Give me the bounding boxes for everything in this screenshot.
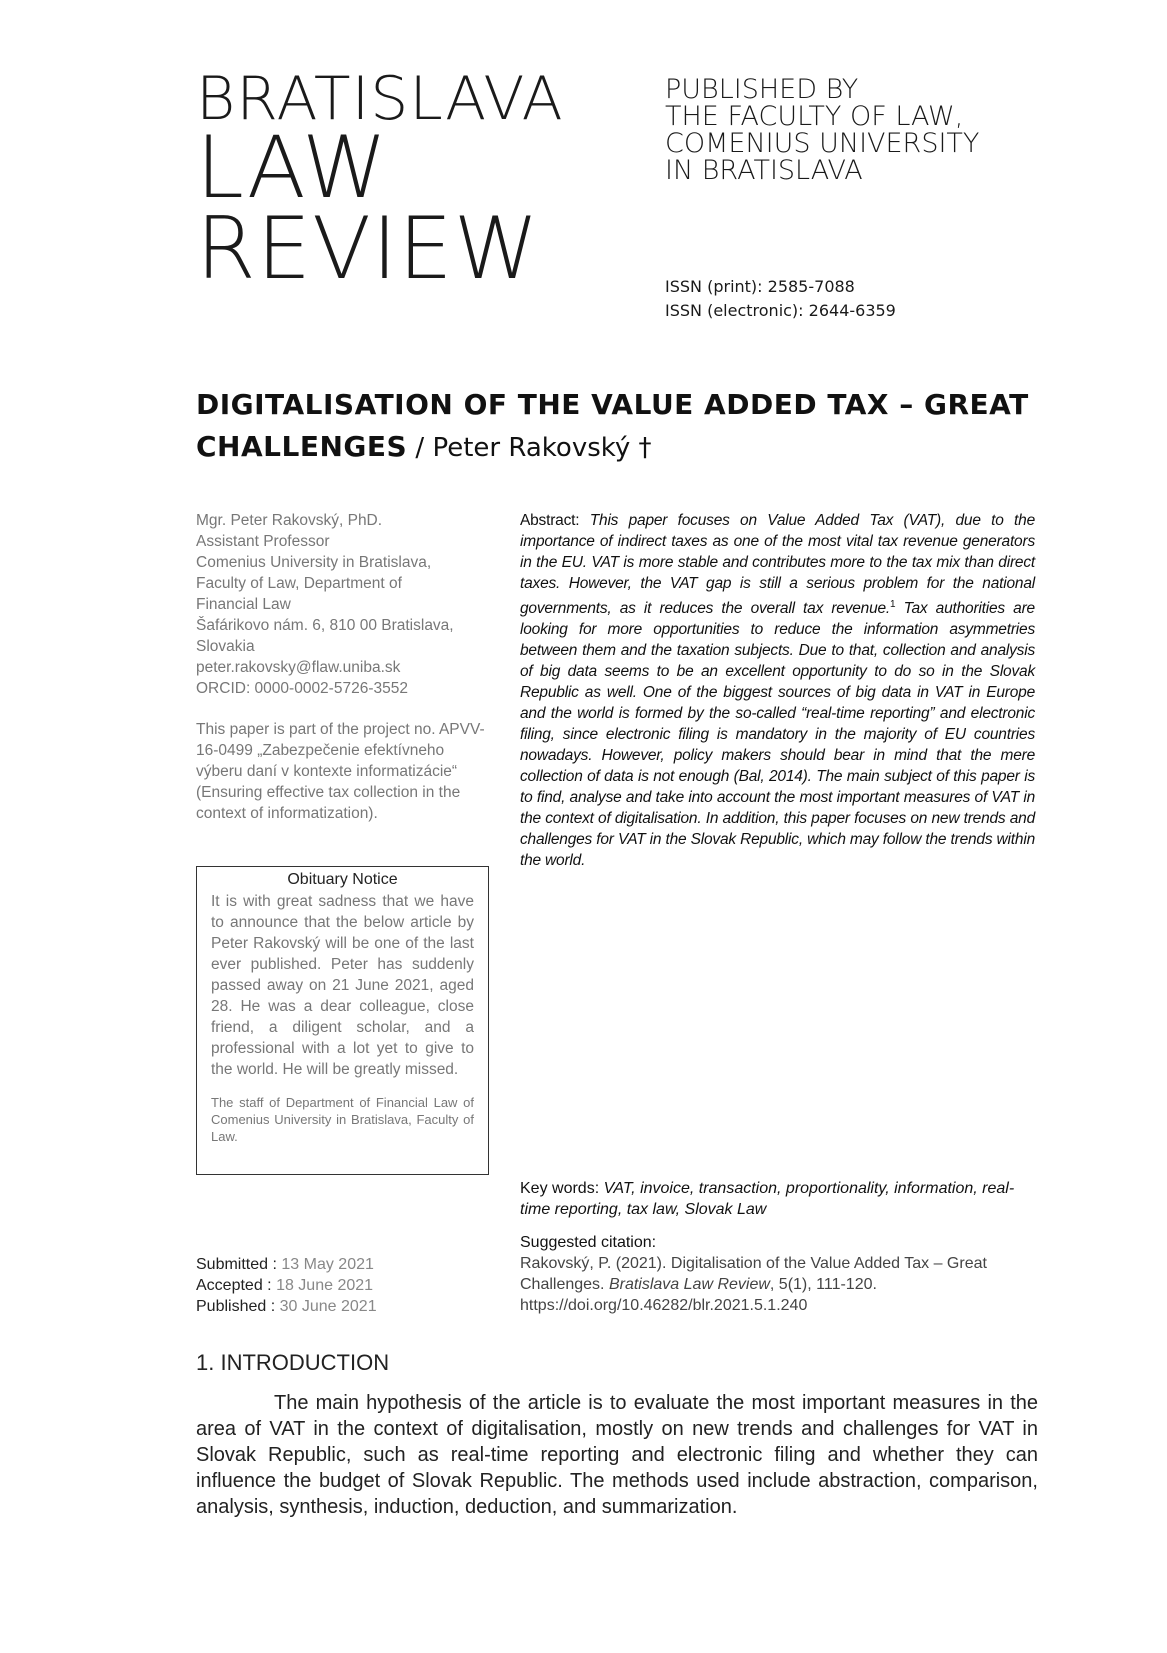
journal-title-line2: LAW — [196, 118, 389, 218]
submitted-row — [196, 1254, 377, 1275]
keywords — [520, 1178, 1035, 1220]
abstract — [520, 510, 1035, 871]
publisher-line: PUBLISHED BY — [665, 74, 859, 105]
published-label: Published : — [196, 1298, 276, 1315]
author-email[interactable]: peter.rakovsky@flaw.uniba.sk — [196, 659, 401, 676]
article-author: / Peter Rakovský † — [407, 433, 652, 463]
issn-electronic: ISSN (electronic): 2644-6359 — [665, 301, 896, 320]
abstract-text-1: This paper focuses on Value Added Tax (VAT), due to the importance of indirect taxes as one of the most vital tax revenue generators in the EU. VAT is more stable and contributes more to the tax mix than direct taxes. However, the VAT gap is still a serious problem for the national governments, as it reduces the overall tax revenue. — [520, 512, 1035, 618]
journal-title — [196, 64, 564, 300]
published-date: 30 June 2021 — [279, 1298, 377, 1315]
publisher-line: COMENIUS UNIVERSITY — [665, 128, 980, 159]
obituary-body: It is with great sadness that we have to announce that the below article by Peter Rakovský will be one of the last ever published. Peter has suddenly passed away on 21 June 2021, aged 28. He was a dear colleague, close friend, a diligent scholar, and a professional with a lot yet to give to the world. He will be greatly missed. — [211, 893, 474, 1078]
citation-body — [520, 1253, 1040, 1316]
author-info-line: Faculty of Law, Department of — [196, 575, 402, 592]
accepted-row — [196, 1275, 377, 1296]
author-orcid: ORCID: 0000-0002-5726-3552 — [196, 680, 408, 697]
journal-title-line3: REVIEW — [196, 199, 540, 300]
introduction-heading: 1. INTRODUCTION — [196, 1350, 390, 1375]
suggested-citation — [520, 1232, 1040, 1316]
citation-journal: Bratislava Law Review — [608, 1276, 770, 1293]
submitted-date: 13 May 2021 — [281, 1256, 374, 1273]
author-info-line: Mgr. Peter Rakovský, PhD. — [196, 512, 383, 529]
keywords-label: Key words: — [520, 1180, 604, 1197]
footnote-ref[interactable]: 1 — [890, 599, 896, 610]
obituary-signature: The staff of Department of Financial Law of Comenius University in Bratislava, Faculty of Law. — [211, 1095, 474, 1144]
issn-block — [665, 275, 896, 323]
accepted-label: Accepted : — [196, 1277, 272, 1294]
citation-part1: Rakovský, P. (2021). Digitalisation of the Value Added Tax – Great Challenges. — [520, 1255, 987, 1293]
journal-title-line1: BRATISLAVA — [196, 64, 564, 134]
author-info-line: Slovakia — [196, 638, 255, 655]
publisher-block — [665, 76, 979, 184]
abstract-text-2: Tax authorities are looking for more opportunities to reduce the information asymmetries between them and the taxation subjects. Due to that, collection and analysis of big data seems to be an excellent opportunity to do so in the Slovak Republic as well. One of the biggest sources of big data in VAT in Europe and the world is formed by the so-called “real-time reporting” and electronic filing, since electronic filing is mandatory in the majority of EU countries nowadays. However, policy makers should bear in mind that the mere collection of data is not enough (Bal, 2014). The main subject of this paper is to find, analyse and take into account the most important measures of VAT in the context of digitalisation. In addition, this paper focuses on new trends and challenges for VAT in the Slovak Republic, which may follow the trends within the world. — [520, 600, 1035, 870]
project-note: This paper is part of the project no. APVV-16-0499 „Zabezpečenie efektívneho výberu daní v kontexte informatizácie“ (Ensuring effective tax collection in the context of informatization). — [196, 721, 485, 822]
author-info-line: Assistant Professor — [196, 533, 330, 550]
author-info-line: Šafárikovo nám. 6, 810 00 Bratislava, — [196, 617, 454, 634]
article-title-line1: DIGITALISATION OF THE VALUE ADDED TAX – GREAT — [196, 388, 1029, 421]
accepted-date: 18 June 2021 — [276, 1277, 374, 1294]
published-row — [196, 1296, 377, 1317]
article-title — [196, 384, 1036, 469]
citation-doi-link[interactable]: https://doi.org/10.46282/blr.2021.5.1.240 — [520, 1297, 808, 1314]
obituary-box — [196, 866, 489, 1175]
introduction-body: The main hypothesis of the article is to evaluate the most important measures in the area of VAT in the context of digitalisation, mostly on new trends and challenges for VAT in Slovak Republic, such as real-time reporting and electronic filing and whether they can influence the budget of Slovak Republic. The methods used include abstraction, comparison, analysis, synthesis, induction, deduction, and summarization. — [196, 1392, 1038, 1518]
publisher-line: IN BRATISLAVA — [665, 155, 863, 186]
issn-print: ISSN (print): 2585-7088 — [665, 277, 855, 296]
submitted-label: Submitted : — [196, 1256, 277, 1273]
keywords-text: VAT, invoice, transaction, proportionality, information, real-time reporting, tax law, Slovak Law — [520, 1180, 1015, 1218]
dates-block — [196, 1254, 377, 1317]
author-info-line: Comenius University in Bratislava, — [196, 554, 432, 571]
article-title-line2: CHALLENGES — [196, 430, 408, 463]
author-info — [196, 510, 491, 824]
citation-part2: , 5(1), 111-120. — [769, 1276, 877, 1293]
obituary-title: Obituary Notice — [287, 871, 398, 888]
abstract-label: Abstract: — [520, 512, 590, 529]
citation-label: Suggested citation: — [520, 1234, 657, 1251]
publisher-line: THE FACULTY OF LAW, — [665, 101, 964, 132]
author-info-line: Financial Law — [196, 596, 291, 613]
